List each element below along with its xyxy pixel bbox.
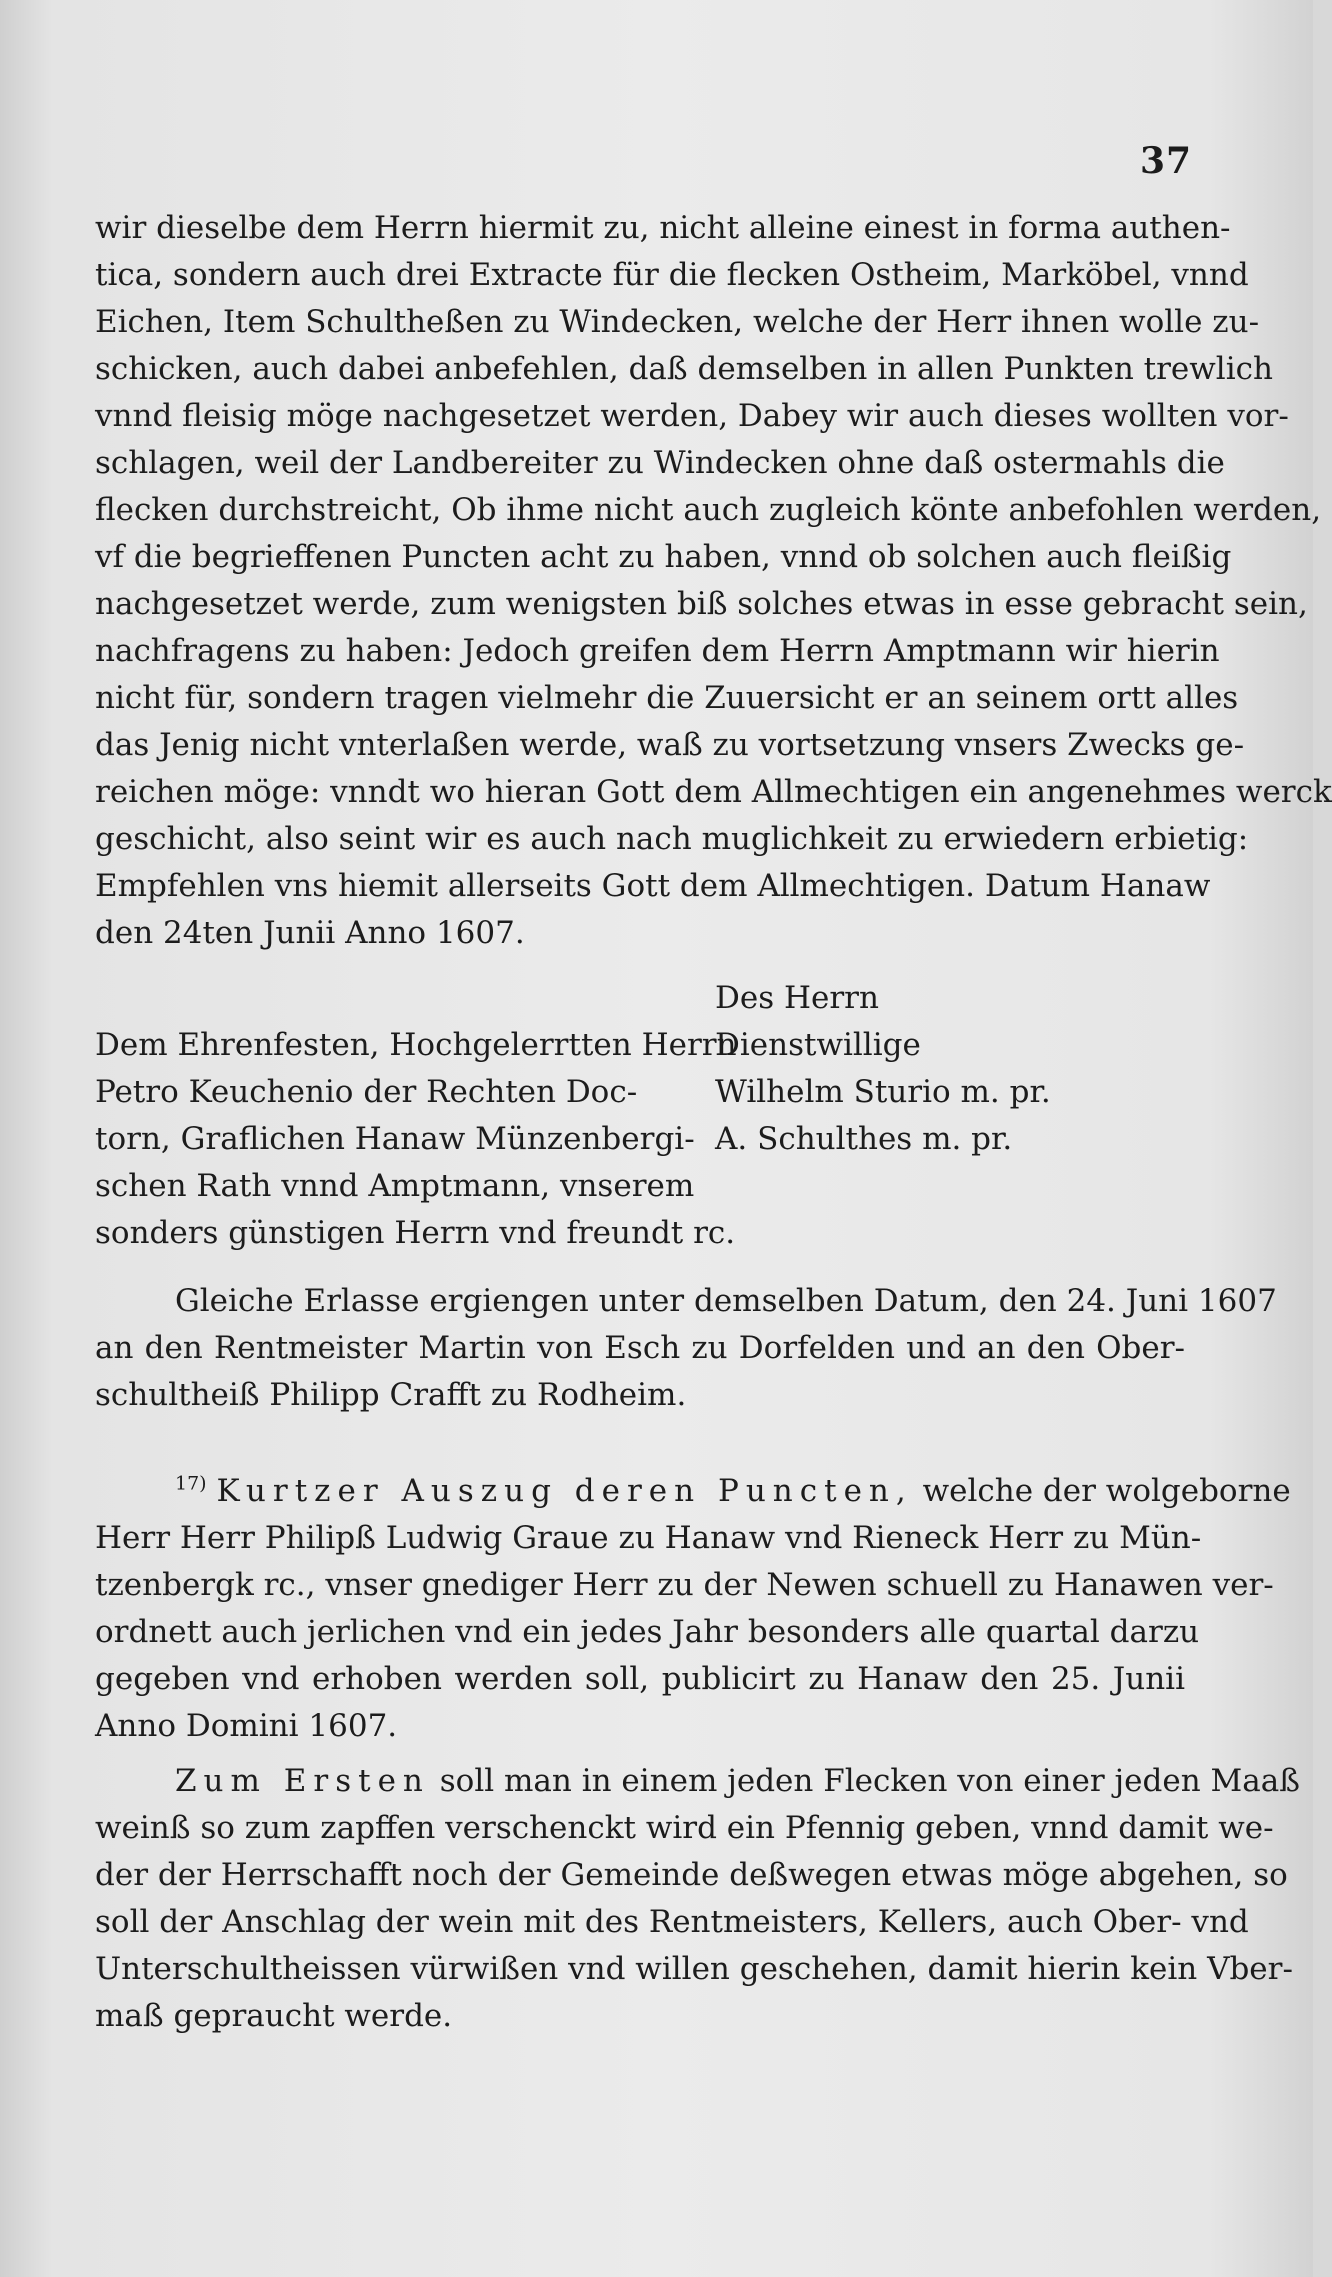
text-line: reichen möge: vnndt wo hieran Gott dem Allmechtigen ein angenehmes werck: [95, 774, 1332, 810]
text-line: das Jenig nicht vnterlaßen werde, waß zu vortsetzung vnsers Zwecks ge-: [95, 727, 1245, 763]
article-heading: Zum Ersten: [175, 1763, 430, 1799]
text-line: Empfehlen vns hiemit allerseits Gott dem Allmechtigen. Datum Hanaw: [95, 868, 1211, 904]
editorial-note-paragraph: [95, 1278, 1277, 1419]
addressee-line: Petro Keuchenio der Rechten Doc-: [95, 1074, 638, 1110]
addressee-line: sonders günstigen Herrn vnd freundt rc.: [95, 1215, 736, 1251]
article-heading-line: [95, 1758, 1300, 1805]
text-line: vnnd fleisig möge nachgesetzet werden, Dabey wir auch dieses wollten vor-: [95, 398, 1289, 434]
signature-row: [95, 1210, 1185, 1257]
text-line: Unterschultheissen vürwißen vnd willen geschehen, damit hierin kein Vber-: [95, 1951, 1293, 1987]
text-line: schlagen, weil der Landbereiter zu Windecken ohne daß ostermahls die: [95, 445, 1225, 481]
signature-salutation-row: [95, 975, 1185, 1022]
signature-row: [95, 1163, 1185, 1210]
text-line: an den Rentmeister Martin von Esch zu Dorfelden und an den Ober-: [95, 1330, 1185, 1366]
signer-line: Dienstwillige: [715, 1027, 921, 1063]
signer-line: A. Schulthes m. pr.: [715, 1121, 1013, 1157]
text-line: maß gepraucht werde.: [95, 1998, 453, 2034]
article-heading-rest: soll man in einem jeden Flecken von einer jeden Maaß: [439, 1763, 1300, 1799]
letter-body-paragraph: [95, 205, 1332, 957]
addressee-line: schen Rath vnnd Amptmann, vnserem: [95, 1168, 695, 1204]
footnote-17-paragraph: [95, 1468, 1291, 1750]
signature-block: [95, 975, 1185, 1257]
signature-row: [95, 1116, 1185, 1163]
addressee-line: torn, Graflichen Hanaw Münzenbergi-: [95, 1121, 695, 1157]
text-line: gegeben vnd erhoben werden soll, publicirt zu Hanaw den 25. Junii: [95, 1661, 1185, 1697]
signer-line: [715, 1163, 1185, 1210]
footnote-heading-line: [95, 1468, 1291, 1515]
text-line: geschicht, also seint wir es auch nach muglichkeit zu erwiedern erbietig:: [95, 821, 1249, 857]
text-line: nicht für, sondern tragen vielmehr die Zuuersicht er an seinem ortt alles: [95, 680, 1239, 716]
text-line: soll der Anschlag der wein mit des Rentmeisters, Kellers, auch Ober- vnd: [95, 1904, 1249, 1940]
text-line: wir dieselbe dem Herrn hiermit zu, nicht alleine einest in forma authen-: [95, 210, 1231, 246]
footnote-title: Kurtzer Auszug deren Puncten,: [216, 1473, 913, 1509]
signer-line: [715, 1210, 1185, 1257]
text-line: weinß so zum zapffen verschenckt wird ein Pfennig geben, vnnd damit we-: [95, 1810, 1274, 1846]
text-line: tzenbergk rc., vnser gnediger Herr zu der Newen schuell zu Hanawen ver-: [95, 1567, 1274, 1603]
signature-salutation: Des Herrn: [715, 980, 879, 1016]
text-line: schicken, auch dabei anbefehlen, daß demselben in allen Punkten trewlich: [95, 351, 1273, 387]
first-article-paragraph: [95, 1758, 1300, 2040]
text-line: Gleiche Erlasse ergiengen unter demselben Datum, den 24. Juni 1607: [175, 1283, 1277, 1319]
signature-row: [95, 1022, 1185, 1069]
text-line: nachfragens zu haben: Jedoch greifen dem Herrn Amptmann wir hierin: [95, 633, 1220, 669]
text-line: vf die begrieffenen Puncten acht zu haben, vnnd ob solchen auch fleißig: [95, 539, 1232, 575]
text-line: tica, sondern auch drei Extracte für die flecken Ostheim, Marköbel, vnnd: [95, 257, 1249, 293]
text-line: flecken durchstreicht, Ob ihme nicht auch zugleich könte anbefohlen werden,: [95, 492, 1322, 528]
page-number: 37: [1140, 140, 1193, 182]
text-line: Herr Herr Philipß Ludwig Graue zu Hanaw vnd Rieneck Herr zu Mün-: [95, 1520, 1202, 1556]
text-line: Eichen, Item Schultheßen zu Windecken, welche der Herr ihnen wolle zu-: [95, 304, 1260, 340]
text-line: schultheiß Philipp Crafft zu Rodheim.: [95, 1377, 687, 1413]
text-line: nachgesetzet werde, zum wenigsten biß solches etwas in esse gebracht sein,: [95, 586, 1308, 622]
footnote-marker: 17): [175, 1472, 207, 1495]
signer-line: Wilhelm Sturio m. pr.: [715, 1074, 1051, 1110]
text-line: ordnett auch jerlichen vnd ein jedes Jahr besonders alle quartal darzu: [95, 1614, 1200, 1650]
text-line: Anno Domini 1607.: [95, 1708, 398, 1744]
footnote-title-rest: welche der wolgeborne: [922, 1473, 1291, 1509]
text-line: den 24ten Junii Anno 1607.: [95, 915, 525, 951]
signature-row: [95, 1069, 1185, 1116]
addressee-line: Dem Ehrenfesten, Hochgelerrtten Herrn: [95, 1027, 737, 1063]
text-line: der der Herrschafft noch der Gemeinde deßwegen etwas möge abgehen, so: [95, 1857, 1288, 1893]
